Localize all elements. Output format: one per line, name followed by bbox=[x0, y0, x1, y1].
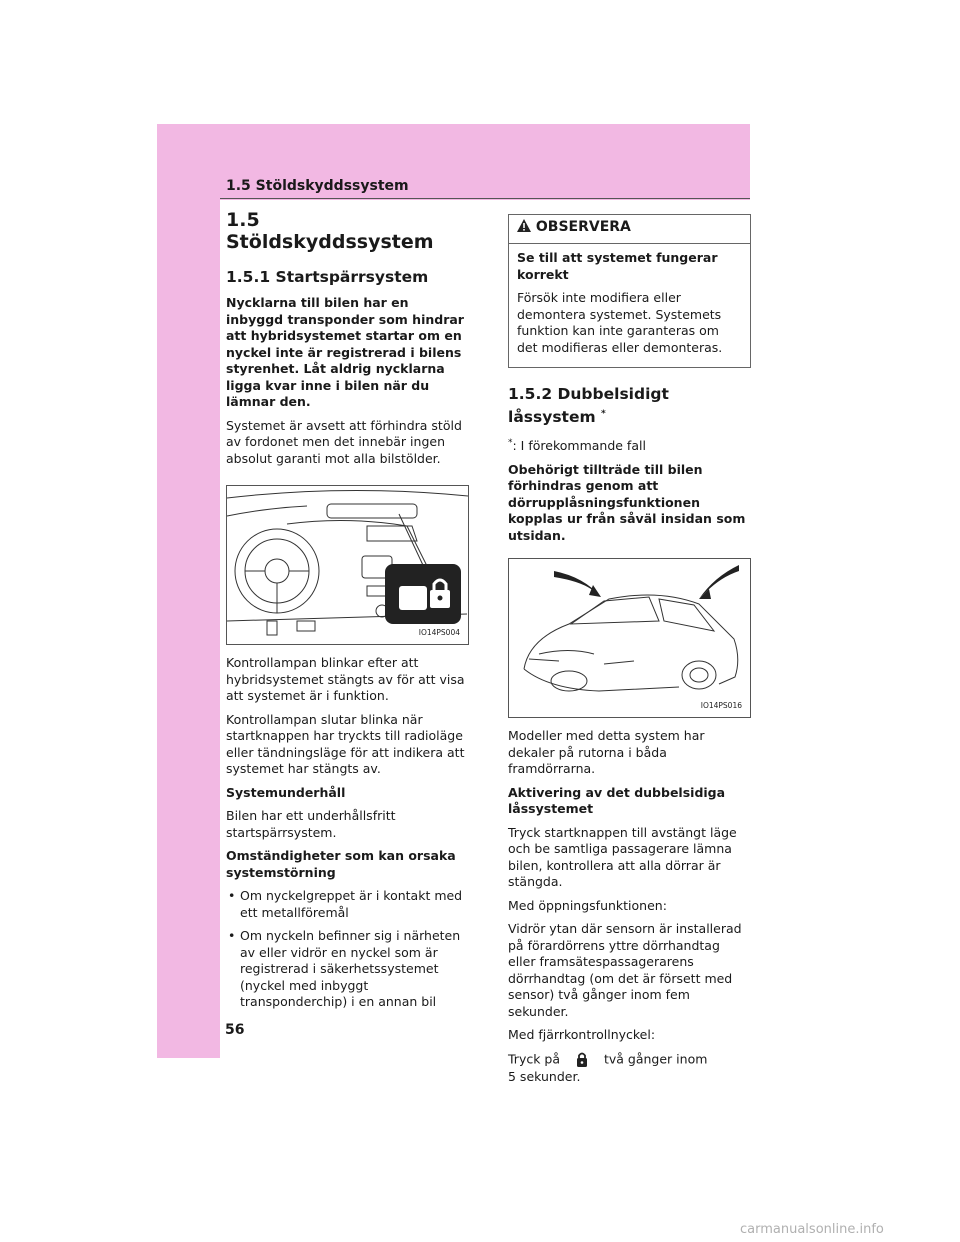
section-title: 1.5 Stöldskyddssystem bbox=[226, 209, 434, 253]
paragraph: Med öppningsfunktionen: bbox=[508, 897, 667, 913]
observera-text: Försök inte modifiera eller demontera systemet. Systemets funktion kan inte garanteras om det modifieras eller demonteras. bbox=[517, 290, 723, 355]
list-item: • Om nyckeln befinner sig i närheten av eller vidrör en nyckel som är registrerad i säkerhetssystemet (nyckel med inbyggt transponderchip) i en annan bil bbox=[228, 928, 461, 1009]
paragraph: Tryck startknappen till avstängt läge och be samtliga passagerare lämna bilen, kontrollera att alla dörrar är stängda. bbox=[508, 824, 737, 890]
observera-box bbox=[508, 214, 751, 368]
paragraph: Vidrör ytan där sensorn är installerad på förardörrens yttre dörrhandtag eller framsätespassagerarens dörrhandtag (om det är försett med sensor) två gånger inom fem sekunder. bbox=[508, 921, 742, 1019]
observera-subtitle: Se till att systemet fungerar korrekt bbox=[517, 250, 718, 282]
header-title: 1.5 Stöldskyddssystem bbox=[226, 178, 409, 194]
car-figure bbox=[508, 558, 751, 718]
bullet-list bbox=[226, 888, 470, 1011]
intro-text: Obehörigt tillträde till bilen förhindras genom att dörrupplåsningsfunktionen kopplas ur från såväl insidan som utsidan. bbox=[508, 461, 746, 543]
paragraph: Modeller med detta system har dekaler på rutorna i båda framdörrarna. bbox=[508, 728, 705, 777]
footnote: *: I förekommande fall bbox=[508, 438, 646, 454]
dashboard-figure bbox=[226, 485, 469, 645]
observera-header bbox=[509, 215, 750, 244]
paragraph: Systemet är avsett att förhindra stöld av fordonet men det innebär ingen absolut garanti mot alla bilstölder. bbox=[226, 417, 462, 466]
paragraph: Med fjärrkontrollnyckel: bbox=[508, 1027, 656, 1043]
right-column bbox=[508, 214, 751, 1092]
page-number: 56 bbox=[225, 1022, 245, 1038]
paragraph: Kontrollampan slutar blinka när startknappen har tryckts till radioläge eller tändningsläge för att indikera att systemet har stängts av. bbox=[226, 711, 465, 776]
header-divider bbox=[220, 198, 750, 199]
paragraph: Bilen har ett underhållsfritt startspärrsystem. bbox=[226, 808, 396, 840]
lock-button-icon bbox=[568, 1051, 596, 1069]
activation-heading: Aktivering av det dubbelsidiga låssystemet bbox=[508, 784, 726, 817]
paragraph: Tryck på två gånger inom 5 sekunder. bbox=[508, 1051, 708, 1084]
dashboard-illustration bbox=[227, 486, 468, 644]
warning-icon bbox=[517, 219, 531, 232]
subsection-title-dubbelsidigt: 1.5.2 Dubbelsidigt låssystem * bbox=[508, 385, 669, 427]
observera-title: OBSERVERA bbox=[535, 219, 631, 235]
maintenance-heading: Systemunderhåll bbox=[226, 784, 346, 800]
page-header bbox=[220, 124, 750, 200]
figure-code: IO14PS016 bbox=[700, 700, 742, 710]
intro-text: Nycklarna till bilen har en inbyggd transponder som hindrar att hybridsystemet startar om en nyckel inte är registrerad i bilens styrenhet. Låt aldrig nycklarna ligga kvar inne i bilen när du lämnar den. bbox=[226, 295, 464, 409]
subsection-title-startsparr: 1.5.1 Startspärrsystem bbox=[226, 268, 429, 286]
list-item: • Om nyckelgreppet är i kontakt med ett metallföremål bbox=[228, 888, 463, 920]
watermark: carmanualsonline.info bbox=[740, 1222, 884, 1237]
paragraph: Kontrollampan blinkar efter att hybridsystemet stängts av för att visa att systemet är i funktion. bbox=[226, 655, 465, 703]
figure-code: IO14PS004 bbox=[418, 627, 460, 637]
left-column bbox=[226, 209, 470, 1018]
side-tab bbox=[157, 124, 220, 1058]
circumstances-heading: Omständigheter som kan orsaka systemstörning bbox=[226, 848, 456, 880]
car-illustration bbox=[509, 559, 750, 717]
